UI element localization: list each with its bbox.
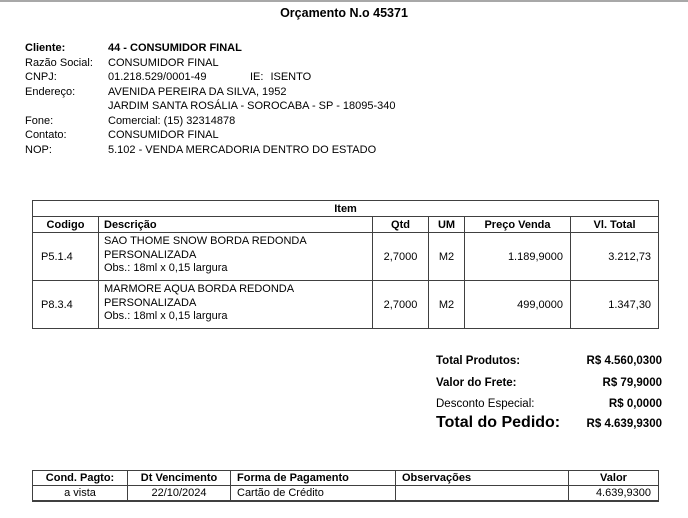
page-title: Orçamento N.o 45371 [280,6,408,20]
client-value: Comercial: (15) 32314878 [108,114,236,127]
client-label: Cliente: [25,42,66,54]
client-row-endereco [25,85,396,100]
client-value: CONSUMIDOR FINAL [108,129,219,141]
item-codigo: P8.3.4 [33,281,99,329]
totals-frete [436,377,662,390]
client-value: JARDIM SANTA ROSÁLIA - SOROCABA - SP - 18095-340 [108,100,396,112]
client-label: Endereço: [25,85,76,98]
totals-pedido [436,416,662,431]
payment-table [32,470,659,502]
payment-table-header-row [33,471,659,486]
item-table-title: Item [33,201,659,217]
col-header-valor: Valor [569,471,659,486]
col-header-cond-pagto: Cond. Pagto: [33,471,128,486]
item-table [32,200,659,329]
client-label [25,99,108,114]
descricao-line2: PERSONALIZADA [104,296,197,309]
payment-cond: a vista [33,486,128,501]
client-value: 5.102 - VENDA MERCADORIA DENTRO DO ESTADO [108,143,377,156]
item-um: M2 [429,233,465,281]
item-total: 1.347,30 [571,281,659,329]
client-label: Contato: [25,129,67,141]
payment-vencimento: 22/10/2024 [128,486,231,501]
client-row-fone [25,114,396,129]
client-row-contato [25,128,396,143]
payment-row [33,486,659,501]
item-qtd: 2,7000 [373,281,429,329]
col-header-preco: Preço Venda [465,217,571,233]
ie-label: IE: [250,71,264,83]
total-produtos-value: R$ 4.560,0300 [586,355,662,367]
item-preco: 1.189,9000 [465,233,571,281]
item-um: M2 [429,281,465,329]
client-row-cnpj [25,70,396,85]
client-info-block [25,41,396,157]
client-value: 44 - CONSUMIDOR FINAL [108,42,242,54]
client-label: Fone: [25,114,54,127]
desconto-especial-label: Desconto Especial: [436,398,535,410]
totals-desconto [436,398,662,411]
client-label: NOP: [25,143,52,156]
totals-produtos [436,355,662,368]
client-value: AVENIDA PEREIRA DA SILVA, 1952 [108,85,287,98]
col-header-descricao: Descrição [99,217,373,233]
descricao-line1: MARMORE AQUA BORDA REDONDA [104,283,295,295]
col-header-qtd: Qtd [373,217,429,233]
item-table-header-row [33,217,659,233]
col-header-forma-pagamento: Forma de Pagamento [231,471,396,486]
col-header-codigo: Codigo [33,217,99,233]
item-table-group-header [33,201,659,217]
col-header-total: Vl. Total [571,217,659,233]
total-produtos-label: Total Produtos: [436,355,521,367]
item-descricao [99,233,373,281]
client-row-cliente [25,41,396,56]
descricao-obs: Obs.: 18ml x 0,15 largura [104,310,228,322]
client-row-nop [25,143,396,158]
client-row-razao-social [25,56,396,71]
descricao-line1: SAO THOME SNOW BORDA REDONDA [104,235,307,247]
valor-frete-value: R$ 79,9000 [602,377,662,389]
total-pedido-value: R$ 4.639,9300 [586,418,662,430]
item-total: 3.212,73 [571,233,659,281]
col-header-um: UM [429,217,465,233]
client-value: CONSUMIDOR FINAL [108,56,219,69]
desconto-especial-value: R$ 0,0000 [608,398,662,410]
item-descricao [99,281,373,329]
item-codigo: P5.1.4 [33,233,99,281]
client-label: Razão Social: [25,56,93,69]
client-label: CNPJ: [25,71,57,83]
payment-observacoes [396,486,569,501]
descricao-line2: PERSONALIZADA [104,248,197,261]
item-row [33,281,659,329]
totals-block [436,355,662,431]
col-header-observacoes: Observações [396,471,569,486]
item-qtd: 2,7000 [373,233,429,281]
item-row [33,233,659,281]
ie-value: ISENTO [270,71,312,83]
payment-valor: 4.639,9300 [569,486,659,501]
cnpj-value: 01.218.529/0001-49 [108,71,207,83]
col-header-dt-vencimento: Dt Vencimento [128,471,231,486]
client-row-endereco-line2 [25,99,396,114]
total-pedido-label: Total do Pedido: [436,414,561,431]
item-preco: 499,0000 [465,281,571,329]
payment-forma: Cartão de Crédito [231,486,396,501]
valor-frete-label: Valor do Frete: [436,377,517,389]
descricao-obs: Obs.: 18ml x 0,15 largura [104,262,228,274]
